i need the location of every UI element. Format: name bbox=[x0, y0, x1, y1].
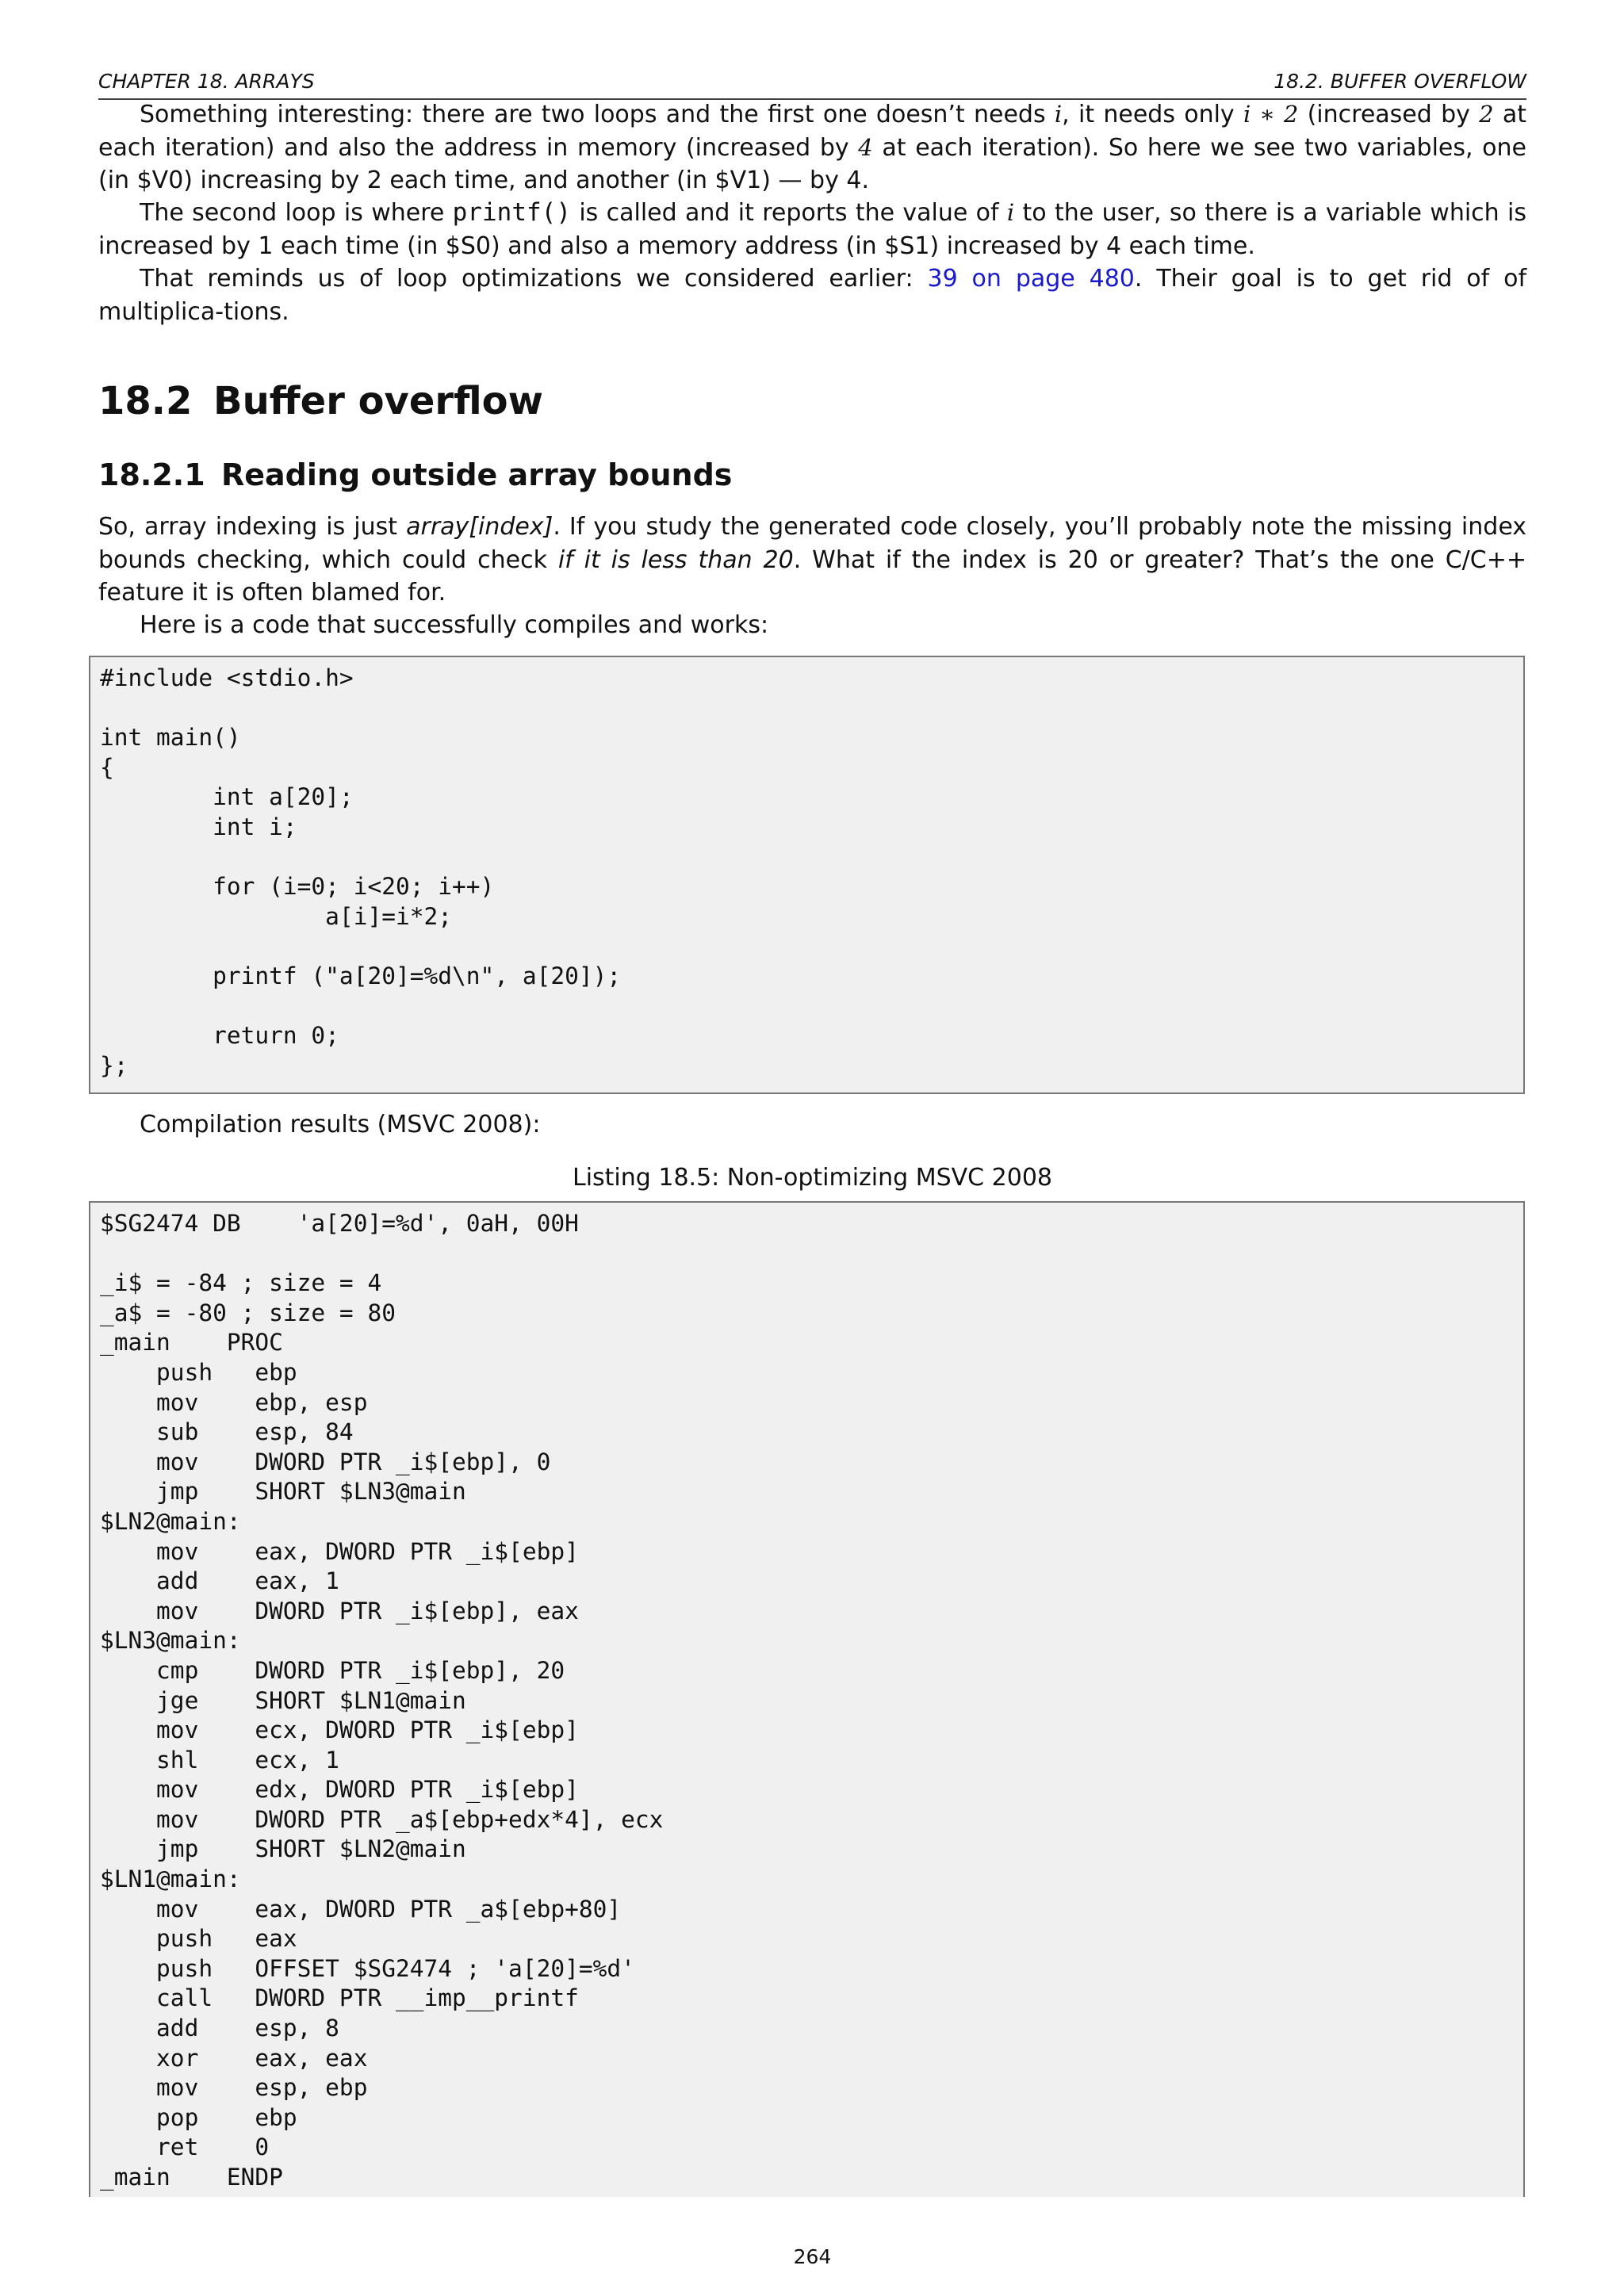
code-line: $LN3@main: bbox=[100, 1627, 241, 1655]
subsection-title: Reading outside array bounds bbox=[221, 457, 733, 492]
inline-code-printf: printf() bbox=[452, 198, 571, 227]
c-code-listing bbox=[89, 656, 1525, 1094]
code-line: _main ENDP bbox=[100, 2164, 283, 2191]
code-line: int i; bbox=[100, 813, 297, 840]
paragraph-loops: Something interesting: there are two loops and the first one doesn’t needs i, it needs only i ∗ 2 (increased by 2 at each iteration) and also the address in memory (increased by 4 at each iteration). So here we see two variables, one (in $V0) increasing by 2 each time, and another (in $V1) — by 4. bbox=[98, 101, 1527, 194]
code-line: ret 0 bbox=[100, 2133, 270, 2161]
code-line bbox=[100, 932, 1523, 962]
paragraph-array-indexing: So, array indexing is just array[index]. If you study the generated code closely, you’ll probably note the missing index bounds checking, which could check if it is less than 20. What if the index is 20 or greater? That’s the one C/C++ feature it is often blamed for. bbox=[98, 513, 1527, 607]
code-line: $LN1@main: bbox=[100, 1866, 241, 1893]
code-line: }; bbox=[100, 1051, 128, 1079]
code-line: mov ecx, DWORD PTR _i$[ebp] bbox=[100, 1716, 579, 1744]
code-line: jge SHORT $LN1@main bbox=[100, 1686, 466, 1714]
cross-reference-link[interactable]: 39 on page 480 bbox=[927, 265, 1135, 293]
section-heading bbox=[98, 379, 543, 423]
code-line: xor eax, eax bbox=[100, 2044, 368, 2072]
code-line: add esp, 8 bbox=[100, 2015, 339, 2042]
code-line: mov edx, DWORD PTR _i$[ebp] bbox=[100, 1776, 579, 1804]
code-line: mov eax, DWORD PTR _i$[ebp] bbox=[100, 1537, 579, 1565]
code-line: shl ecx, 1 bbox=[100, 1746, 339, 1774]
code-line bbox=[100, 1239, 1523, 1269]
asm-code-listing bbox=[89, 1201, 1525, 2197]
code-line: for (i=0; i<20; i++) bbox=[100, 873, 495, 901]
paragraph-code-intro: Here is a code that successfully compiles and works: bbox=[140, 611, 769, 639]
section-header: 18.2. BUFFER OVERFLOW bbox=[1274, 70, 1526, 93]
page-number: 264 bbox=[793, 2245, 832, 2268]
code-line: mov esp, ebp bbox=[100, 2074, 368, 2102]
code-line: push OFFSET $SG2474 ; 'a[20]=%d' bbox=[100, 1954, 635, 1982]
code-line: sub esp, 84 bbox=[100, 1418, 354, 1446]
math-i: i bbox=[1054, 101, 1063, 128]
math-i-times-2: i ∗ 2 bbox=[1243, 101, 1299, 128]
code-line: _main PROC bbox=[100, 1329, 283, 1357]
code-line: $LN2@main: bbox=[100, 1507, 241, 1535]
paragraph-compilation-results: Compilation results (MSVC 2008): bbox=[140, 1111, 541, 1138]
code-line: add eax, 1 bbox=[100, 1567, 339, 1595]
chapter-header: CHAPTER 18. ARRAYS bbox=[98, 70, 315, 93]
code-line: { bbox=[100, 753, 114, 781]
code-line: _i$ = -84 ; size = 4 bbox=[100, 1269, 382, 1297]
subsection-heading bbox=[98, 457, 732, 492]
math-two: 2 bbox=[1479, 101, 1494, 128]
code-line: return 0; bbox=[100, 1022, 339, 1050]
code-line: $SG2474 DB 'a[20]=%d', 0aH, 00H bbox=[100, 1210, 579, 1237]
code-line: push ebp bbox=[100, 1358, 297, 1386]
code-line: int main() bbox=[100, 724, 241, 752]
code-line: cmp DWORD PTR _i$[ebp], 20 bbox=[100, 1656, 565, 1684]
code-line: mov ebp, esp bbox=[100, 1388, 368, 1416]
code-line bbox=[100, 992, 1523, 1022]
code-line: mov DWORD PTR _i$[ebp], eax bbox=[100, 1597, 579, 1624]
emphasis-array-index: array[index] bbox=[406, 513, 553, 541]
section-number: 18.2 bbox=[98, 379, 193, 423]
code-line: mov DWORD PTR _i$[ebp], 0 bbox=[100, 1448, 551, 1475]
code-line: jmp SHORT $LN2@main bbox=[100, 1835, 466, 1863]
subsection-number: 18.2.1 bbox=[98, 457, 205, 492]
code-line: a[i]=i*2; bbox=[100, 902, 453, 930]
listing-caption: Listing 18.5: Non-optimizing MSVC 2008 bbox=[572, 1164, 1052, 1192]
code-line: call DWORD PTR __imp__printf bbox=[100, 1984, 579, 2012]
code-line: pop ebp bbox=[100, 2103, 297, 2131]
paragraph-second-loop: The second loop is where printf() is called and it reports the value of i to the user, so there is a variable which is increased by 1 each time (in $S0) and also a memory address (in $S1) increased by 4 each time. bbox=[98, 198, 1526, 260]
code-line: jmp SHORT $LN3@main bbox=[100, 1478, 466, 1506]
math-i: i bbox=[1006, 199, 1015, 226]
code-line: printf ("a[20]=%d\n", a[20]); bbox=[100, 962, 622, 989]
code-line: mov DWORD PTR _a$[ebp+edx*4], ecx bbox=[100, 1805, 664, 1833]
emphasis-less-than-20: if it is less than 20 bbox=[557, 545, 794, 574]
code-line: #include <stdio.h> bbox=[100, 664, 354, 691]
paragraph-optimizations: That reminds us of loop optimizations we considered earlier: 39 on page 480. Their goal is to get rid of of multiplica-tions. bbox=[98, 265, 1527, 326]
code-line: _a$ = -80 ; size = 80 bbox=[100, 1299, 396, 1326]
math-four: 4 bbox=[858, 133, 873, 161]
running-header bbox=[98, 70, 1526, 100]
code-line bbox=[100, 843, 1523, 873]
code-line bbox=[100, 694, 1523, 724]
code-line: push eax bbox=[100, 1925, 297, 1953]
code-line: mov eax, DWORD PTR _a$[ebp+80] bbox=[100, 1895, 622, 1923]
code-line: int a[20]; bbox=[100, 783, 354, 811]
section-title: Buffer overflow bbox=[213, 379, 543, 423]
